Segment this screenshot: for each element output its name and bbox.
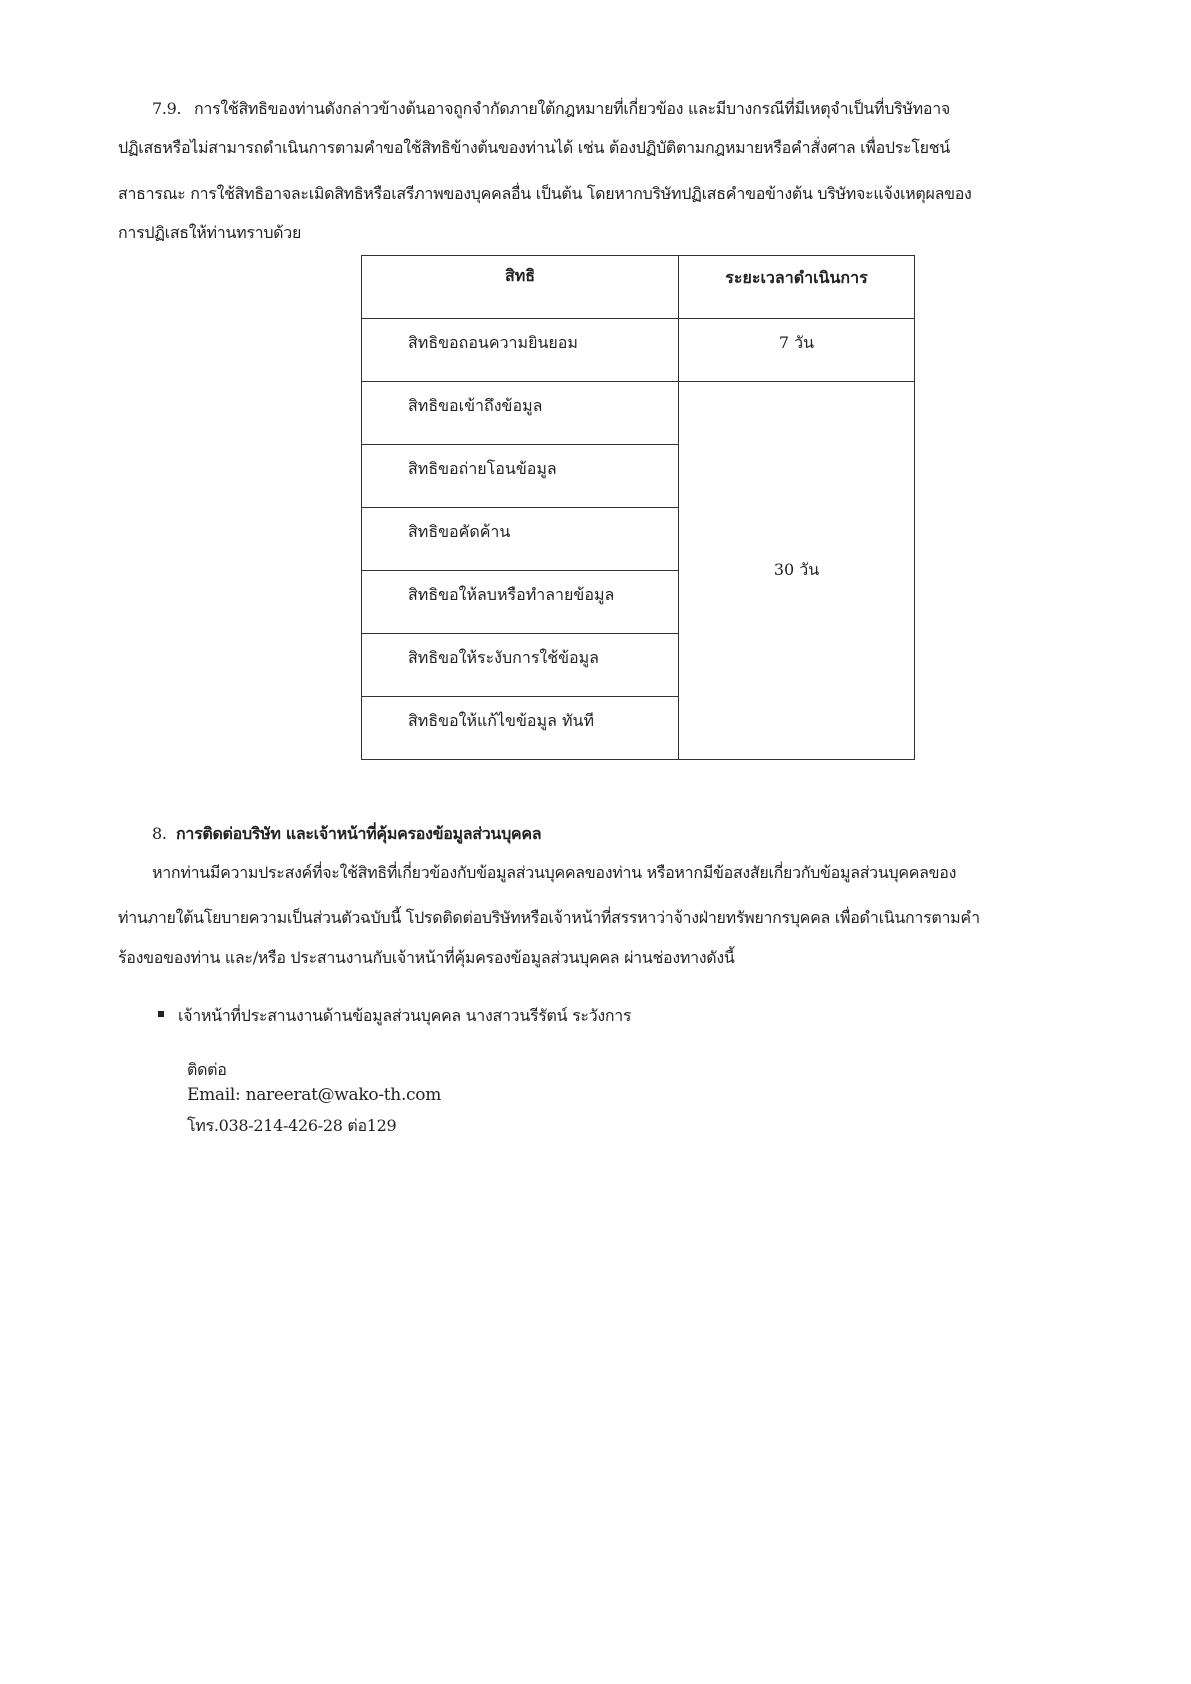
section-8-line-1: หากท่านมีความประสงค์ที่จะใช้สิทธิที่เกี่ยวข้องกับข้อมูลส่วนบุคคลของท่าน หรือหากมีข้อสงสัยเกี่ยวกับข้อมูลส่วนบุคคลของ: [152, 863, 957, 882]
right-cell: สิทธิขอให้ลบหรือทำลายข้อมูล: [362, 571, 679, 634]
section-8-heading-line: [152, 822, 541, 847]
contact-officer: เจ้าหน้าที่ประสานงานด้านข้อมูลส่วนบุคคล นางสาวนรีรัตน์ ระวังการ: [178, 1006, 632, 1025]
right-cell: สิทธิขอเข้าถึงข้อมูล: [362, 382, 679, 445]
right-cell: สิทธิขอให้ระงับการใช้ข้อมูล: [362, 634, 679, 697]
section-7-9-line-1: [152, 97, 950, 122]
section-7-9-text-1: การใช้สิทธิของท่านดังกล่าวข้างต้นอาจถูกจำกัดภายใต้กฎหมายที่เกี่ยวข้อง และมีบางกรณีที่มีเหตุจำเป็นที่บริษัทอาจ: [194, 99, 950, 118]
table-row: [362, 319, 915, 382]
section-7-9-line-3: สาธารณะ การใช้สิทธิอาจละเมิดสิทธิหรือเสรีภาพของบุคคลอื่น เป็นต้น โดยหากบริษัทปฏิเสธคำขอข้างต้น บริษัทจะแจ้งเหตุผลของ: [118, 184, 972, 203]
section-8-line-2: ท่านภายใต้นโยบายความเป็นส่วนตัวฉบับนี้ โปรดติดต่อบริษัทหรือเจ้าหน้าที่สรรหาว่าจ้างฝ่ายทรัพยากรบุคคล เพื่อดำเนินการตามคำ: [118, 908, 980, 927]
contact-bullet-line: [158, 1004, 631, 1029]
bullet-icon: [158, 1011, 164, 1017]
right-cell: สิทธิขอให้แก้ไขข้อมูล ทันที: [362, 697, 679, 760]
header-duration: ระยะเวลาดำเนินการ: [679, 256, 915, 319]
right-cell: สิทธิขอถอนความยินยอม: [362, 319, 679, 382]
header-right: สิทธิ: [362, 256, 679, 319]
contact-phone: โทร.038-214-426-28 ต่อ129: [187, 1116, 397, 1135]
table-row: [362, 382, 915, 445]
right-cell: สิทธิขอคัดค้าน: [362, 508, 679, 571]
duration-cell-merged: 30 วัน: [679, 382, 915, 760]
duration-cell: 7 วัน: [679, 319, 915, 382]
contact-email[interactable]: Email: nareerat@wako-th.com: [187, 1085, 442, 1105]
contact-label: ติดต่อ: [187, 1060, 227, 1079]
rights-duration-table: [361, 255, 915, 760]
section-8-line-3: ร้องขอของท่าน และ/หรือ ประสานงานกับเจ้าหน้าที่คุ้มครองข้อมูลส่วนบุคคล ผ่านช่องทางดังนี้: [118, 948, 735, 967]
section-8-heading: การติดต่อบริษัท และเจ้าหน้าที่คุ้มครองข้อมูลส่วนบุคคล: [176, 824, 542, 843]
section-8-number: 8.: [152, 824, 167, 843]
section-7-9-line-4: การปฏิเสธให้ท่านทราบด้วย: [118, 223, 302, 242]
right-cell: สิทธิขอถ่ายโอนข้อมูล: [362, 445, 679, 508]
table-header-row: [362, 256, 915, 319]
section-7-9-line-2: ปฏิเสธหรือไม่สามารถดำเนินการตามคำขอใช้สิทธิข้างต้นของท่านได้ เช่น ต้องปฏิบัติตามกฎหมายหรือคำสั่งศาล เพื่อประโยชน์: [118, 138, 950, 157]
section-7-9-number: 7.9.: [152, 99, 182, 118]
